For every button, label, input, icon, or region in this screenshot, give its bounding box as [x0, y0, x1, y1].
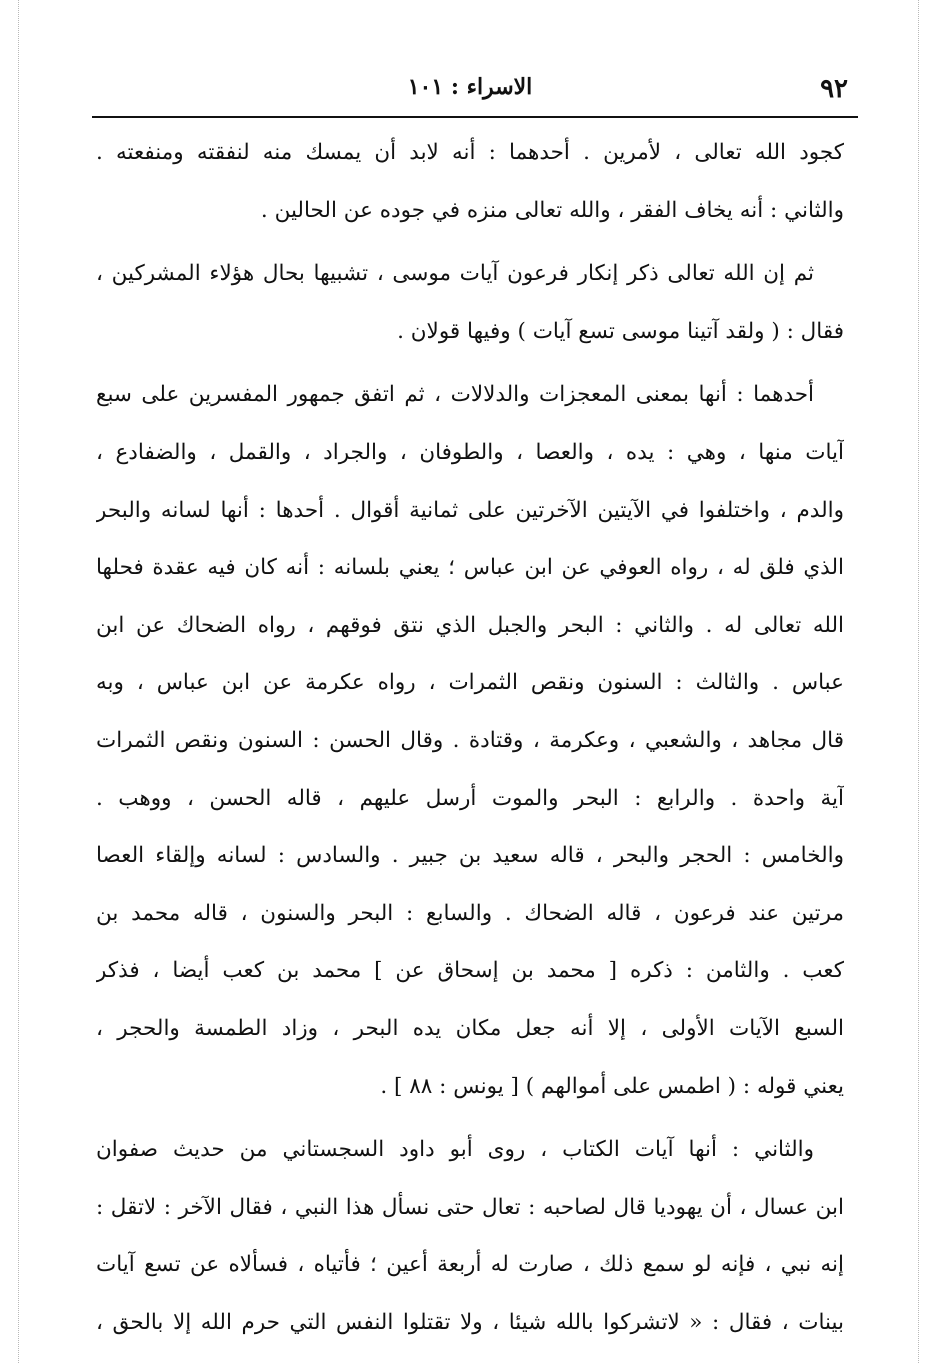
text-line: بينات ، فقال : « لاتشركوا بالله شيئا ، ولا تقتلوا النفس التي حرم الله إلا بالحق ،	[96, 1309, 844, 1335]
page-edge-right	[918, 0, 919, 1363]
text-line: والثاني : أنه يخاف الفقر ، والله تعالى منزه في جوده عن الحالين .	[260, 197, 844, 223]
text-line: والدم ، واختلفوا في الآيتين الآخرتين على ثمانية أقوال . أحدها : أنها لسانه والبحر	[96, 497, 844, 523]
text-line: كعب . والثامن : ذكره [ محمد بن إسحاق عن ] محمد بن كعب أيضا ، فذكر	[96, 958, 844, 984]
page-edge-left	[18, 0, 19, 1363]
text-line: فقال : ( ولقد آتينا موسى تسع آيات ) وفيها قولان .	[397, 318, 844, 344]
text-line: الله تعالى له . والثاني : البحر والجبل الذي نتق فوقهم ، رواه الضحاك عن ابن	[96, 612, 844, 638]
page-header	[92, 70, 848, 110]
text-line: والثاني : أنها آيات الكتاب ، روى أبو داود السجستاني من حديث صفوان	[96, 1137, 814, 1163]
text-line: إنه نبي ، فإنه لو سمع ذلك ، صارت له أربعة أعين ؛ فأتياه ، فسألاه عن تسع آيات	[96, 1252, 844, 1278]
text-line: أحدهما : أنها بمعنى المعجزات والدلالات ، ثم اتفق جمهور المفسرين على سبع	[96, 382, 814, 408]
text-line: والخامس : الحجر والبحر ، قاله سعيد بن جبير . والسادس : لسانه وإلقاء العصا	[96, 843, 844, 869]
header-rule	[92, 116, 858, 118]
text-line: آيات منها ، وهي : يده ، والعصا ، والطوفان ، والجراد ، والقمل ، والضفادع ،	[96, 439, 844, 465]
text-line: آية واحدة . والرابع : البحر والموت أرسل عليهم ، قاله الحسن ، ووهب .	[96, 785, 844, 811]
text-line: ثم إن الله تعالى ذكر إنكار فرعون آيات موسى ، تشبيها بحال هؤلاء المشركين ،	[96, 261, 814, 287]
text-line: يعني قوله : ( اطمس على أموالهم ) [ يونس : ٨٨ ] .	[380, 1073, 844, 1099]
text-line: كجود الله تعالى ، لأمرين . أحدهما : أنه لابد أن يمسك منه لنفقته ومنفعته .	[96, 140, 844, 165]
running-head: الاسراء : ١٠١	[407, 74, 533, 100]
page-number: ٩٢	[820, 74, 848, 104]
text-line: مرتين عند فرعون ، قاله الضحاك . والسابع : البحر والسنون ، قاله محمد بن	[96, 900, 844, 926]
body-text	[96, 124, 844, 1351]
text-line: عباس . والثالث : السنون ونقص الثمرات ، رواه عكرمة عن ابن عباس ، وبه	[96, 670, 844, 696]
text-line: ابن عسال ، أن يهوديا قال لصاحبه : تعال حتى نسأل هذا النبي ، فقال الآخر : لاتقل :	[96, 1194, 844, 1220]
text-line: الذي فلق له ، رواه العوفي عن ابن عباس ؛ يعني بلسانه : أنه كان فيه عقدة فحلها	[96, 555, 844, 581]
text-line: السبع الآيات الأولى ، إلا أنه جعل مكان يده البحر ، وزاد الطمسة والحجر ،	[96, 1015, 844, 1041]
text-line: قال مجاهد ، والشعبي ، وعكرمة ، وقتادة . وقال الحسن : السنون ونقص الثمرات	[96, 727, 844, 753]
